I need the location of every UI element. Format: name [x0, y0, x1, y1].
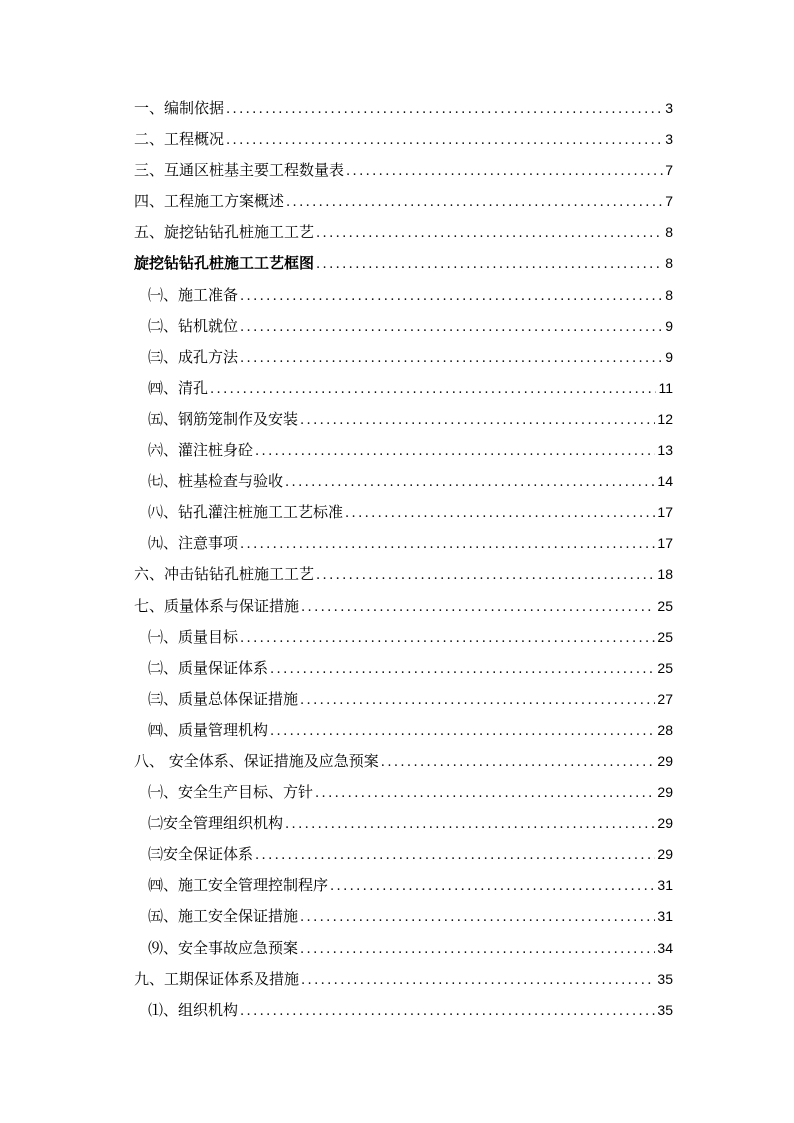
toc-entry[interactable] — [134, 684, 673, 715]
toc-dot-leader — [300, 405, 655, 436]
toc-entry-label: ㈤、施工安全保证措施 — [148, 907, 299, 926]
toc-entry-page-number: 9 — [665, 348, 673, 365]
toc-entry-label: 二、工程概况 — [134, 130, 225, 149]
toc-dot-leader — [240, 529, 655, 560]
toc-entry-page-number: 35 — [657, 1001, 673, 1018]
toc-dot-leader — [255, 436, 655, 467]
toc-entry-label: ㈠、施工准备 — [148, 285, 239, 304]
toc-entry[interactable] — [134, 248, 673, 279]
toc-dot-leader — [240, 623, 655, 654]
toc-entry-label: ㈢、成孔方法 — [148, 347, 239, 366]
toc-entry[interactable] — [134, 839, 673, 870]
toc-entry-page-number: 14 — [657, 473, 673, 490]
toc-entry[interactable] — [134, 995, 673, 1026]
toc-dot-leader — [210, 374, 656, 405]
toc-entry-label: ⑴、组织机构 — [148, 1000, 239, 1019]
toc-entry-page-number: 34 — [657, 939, 673, 956]
toc-dot-leader — [316, 218, 663, 249]
toc-dot-leader — [240, 312, 663, 343]
toc-entry-label: ⑼、安全事故应急预案 — [148, 938, 299, 957]
toc-entry-label: 四、工程施工方案概述 — [134, 192, 285, 211]
toc-dot-leader — [270, 716, 655, 747]
toc-entry-label: ㈦、桩基检查与验收 — [148, 472, 284, 491]
toc-dot-leader — [345, 498, 655, 529]
toc-dot-leader — [285, 467, 655, 498]
toc-entry[interactable] — [134, 373, 673, 404]
toc-entry[interactable] — [134, 528, 673, 559]
toc-entry-page-number: 25 — [657, 659, 673, 676]
toc-entry-page-number: 8 — [665, 286, 673, 303]
table-of-contents — [134, 93, 673, 1026]
toc-dot-leader — [381, 747, 656, 778]
toc-entry-page-number: 29 — [657, 815, 673, 832]
toc-entry[interactable] — [134, 311, 673, 342]
toc-dot-leader — [226, 94, 663, 125]
toc-entry[interactable] — [134, 870, 673, 901]
toc-entry-page-number: 25 — [657, 597, 673, 614]
toc-dot-leader — [330, 871, 655, 902]
toc-entry-page-number: 17 — [657, 535, 673, 552]
toc-entry-label: ㈣、质量管理机构 — [148, 720, 269, 739]
toc-entry[interactable] — [134, 622, 673, 653]
toc-entry-page-number: 29 — [657, 752, 673, 769]
toc-entry[interactable] — [134, 777, 673, 808]
toc-entry[interactable] — [134, 497, 673, 528]
toc-entry[interactable] — [134, 964, 673, 995]
toc-entry-page-number: 9 — [665, 317, 673, 334]
toc-dot-leader — [240, 281, 663, 312]
toc-dot-leader — [286, 187, 663, 218]
toc-dot-leader — [316, 249, 663, 280]
toc-entry-page-number: 7 — [665, 162, 673, 179]
toc-dot-leader — [240, 996, 655, 1027]
toc-entry[interactable] — [134, 715, 673, 746]
toc-entry-page-number: 31 — [657, 877, 673, 894]
toc-entry-label: 五、旋挖钻钻孔桩施工工艺 — [134, 223, 315, 242]
toc-entry-label: 八、 安全体系、保证措施及应急预案 — [134, 751, 379, 770]
toc-entry-page-number: 11 — [658, 379, 673, 396]
toc-entry-label: ㈡、钻机就位 — [148, 316, 239, 335]
toc-entry-page-number: 31 — [657, 908, 673, 925]
toc-entry-page-number: 29 — [657, 784, 673, 801]
toc-entry-page-number: 35 — [657, 970, 673, 987]
toc-dot-leader — [301, 592, 655, 623]
toc-entry-label: ㈣、清孔 — [148, 378, 209, 397]
toc-entry-label: ㈧、钻孔灌注桩施工工艺标准 — [148, 503, 344, 522]
toc-entry[interactable] — [134, 280, 673, 311]
toc-entry-label: ㈡安全管理组织机构 — [148, 814, 284, 833]
toc-dot-leader — [300, 902, 655, 933]
toc-entry-label: 三、互通区桩基主要工程数量表 — [134, 161, 345, 180]
toc-entry[interactable] — [134, 404, 673, 435]
toc-entry[interactable] — [134, 653, 673, 684]
toc-entry-label: ㈣、施工安全管理控制程序 — [148, 876, 329, 895]
toc-entry-page-number: 3 — [665, 100, 673, 116]
toc-entry-label: 七、质量体系与保证措施 — [134, 596, 300, 615]
toc-dot-leader — [300, 934, 655, 965]
toc-entry-label: 旋挖钻钻孔桩施工工艺框图 — [134, 254, 315, 273]
toc-dot-leader — [316, 560, 655, 591]
toc-entry-page-number: 12 — [657, 410, 673, 427]
toc-entry-label: ㈢、质量总体保证措施 — [148, 689, 299, 708]
toc-entry-page-number: 18 — [657, 566, 673, 583]
toc-entry[interactable] — [134, 186, 673, 217]
toc-dot-leader — [270, 654, 655, 685]
toc-dot-leader — [285, 809, 655, 840]
toc-dot-leader — [226, 125, 663, 156]
toc-entry-label: 六、冲击钻钻孔桩施工工艺 — [134, 565, 315, 584]
toc-dot-leader — [346, 156, 663, 187]
toc-entry[interactable] — [134, 124, 673, 155]
toc-entry[interactable] — [134, 559, 673, 590]
toc-entry[interactable] — [134, 746, 673, 777]
toc-entry-page-number: 17 — [657, 504, 673, 521]
toc-entry-label: ㈤、钢筋笼制作及安装 — [148, 409, 299, 428]
toc-entry-label: ㈥、灌注桩身砼 — [148, 441, 254, 460]
toc-entry[interactable] — [134, 591, 673, 622]
toc-entry-label: ㈢安全保证体系 — [148, 845, 254, 864]
toc-entry-page-number: 8 — [665, 224, 673, 241]
toc-entry-label: ㈡、质量保证体系 — [148, 658, 269, 677]
toc-entry-label: ㈠、安全生产目标、方针 — [148, 783, 314, 802]
toc-entry-page-number: 13 — [657, 442, 673, 459]
toc-entry-page-number: 3 — [665, 131, 673, 148]
toc-entry[interactable] — [134, 901, 673, 932]
toc-entry-page-number: 28 — [657, 721, 673, 738]
toc-entry-page-number: 29 — [657, 846, 673, 863]
toc-entry-page-number: 27 — [657, 690, 673, 707]
toc-entry-label: ㈨、注意事项 — [148, 534, 239, 553]
toc-entry[interactable] — [134, 155, 673, 186]
toc-entry-page-number: 8 — [665, 255, 673, 272]
toc-dot-leader — [240, 343, 663, 374]
toc-entry-page-number: 25 — [657, 628, 673, 645]
toc-entry-label: ㈠、质量目标 — [148, 627, 239, 646]
toc-entry[interactable] — [134, 435, 673, 466]
toc-dot-leader — [300, 685, 655, 716]
toc-entry[interactable] — [134, 808, 673, 839]
toc-entry-label: 一、编制依据 — [134, 99, 225, 117]
toc-entry[interactable] — [134, 466, 673, 497]
toc-entry[interactable] — [134, 93, 673, 124]
toc-entry[interactable] — [134, 342, 673, 373]
toc-entry-page-number: 7 — [665, 193, 673, 210]
toc-entry[interactable] — [134, 933, 673, 964]
toc-dot-leader — [315, 778, 655, 809]
toc-dot-leader — [255, 840, 655, 871]
toc-entry[interactable] — [134, 217, 673, 248]
toc-dot-leader — [301, 965, 655, 996]
toc-entry-label: 九、工期保证体系及措施 — [134, 969, 300, 988]
